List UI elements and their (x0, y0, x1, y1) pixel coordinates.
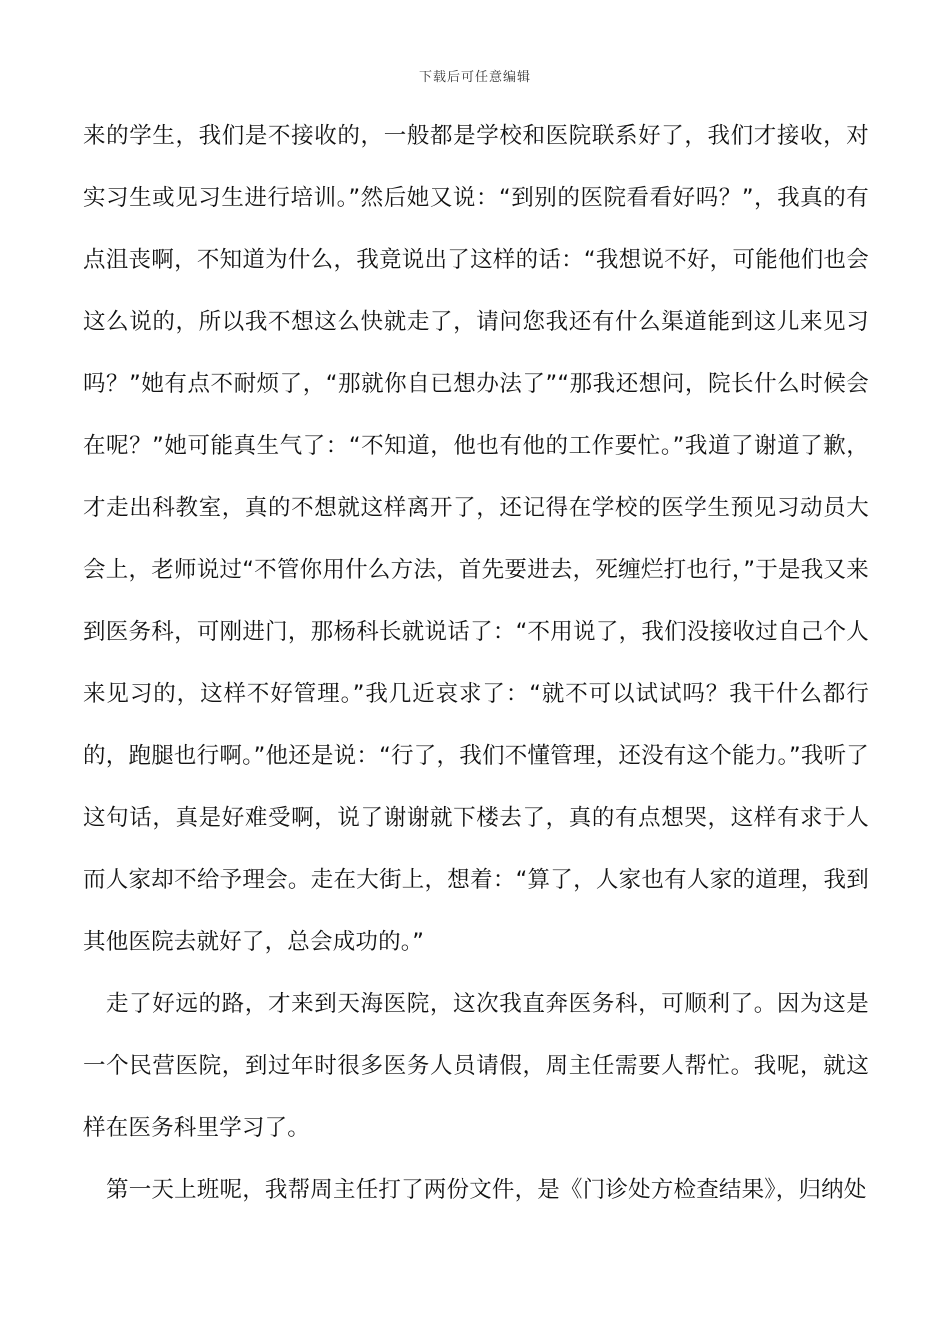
paragraph-1: 来的学生，我们是不接收的，一般都是学校和医院联系好了，我们才接收，对实习生或见习生进行培训。”然后她又说：“到别的医院看看好吗？”，我真的有点沮丧啊，不知道为什么，我竟说出了这样的话：“我想说不好，可能他们也会这么说的，所以我不想这么快就走了，请问您我还有什么渠道能到这儿来见习吗？”她有点不耐烦了，“那就你自已想办法了”“那我还想问，院长什么时候会在呢？”她可能真生气了：“不知道，他也有他的工作要忙。”我道了谢道了歉，才走出科教室，真的不想就这样离开了，还记得在学校的医学生预见习动员大会上，老师说过“不管你用什么方法，首先要进去，死缠烂打也行，”于是我又来到医务科，可刚进门，那杨科长就说话了：“不用说了，我们没接收过自己个人来见习的，这样不好管理。”我几近哀求了：“就不可以试试吗？我干什么都行的，跑腿也行啊。”他还是说：“行了，我们不懂管理，还没有这个能力。”我听了这句话，真是好难受啊，说了谢谢就下楼去了，真的有点想哭，这样有求于人而人家却不给予理会。走在大街上，想着：“算了，人家也有人家的道理，我到其他医院去就好了，总会成功的。” (83, 123, 869, 955)
paragraph-2: 走了好远的路，才来到天海医院，这次我直奔医务科，可顺利了。因为这是一个民营医院，到过年时很多医务人员请假，周主任需要人帮忙。我呢，就这样在医务科里学习了。 (83, 991, 869, 1141)
paragraph-3: 第一天上班呢，我帮周主任打了两份文件，是《门诊处方检查结果》，归纳处 (106, 1177, 867, 1203)
document-body (83, 105, 869, 1221)
page-header-note: 下载后可任意编辑 (418, 70, 531, 85)
